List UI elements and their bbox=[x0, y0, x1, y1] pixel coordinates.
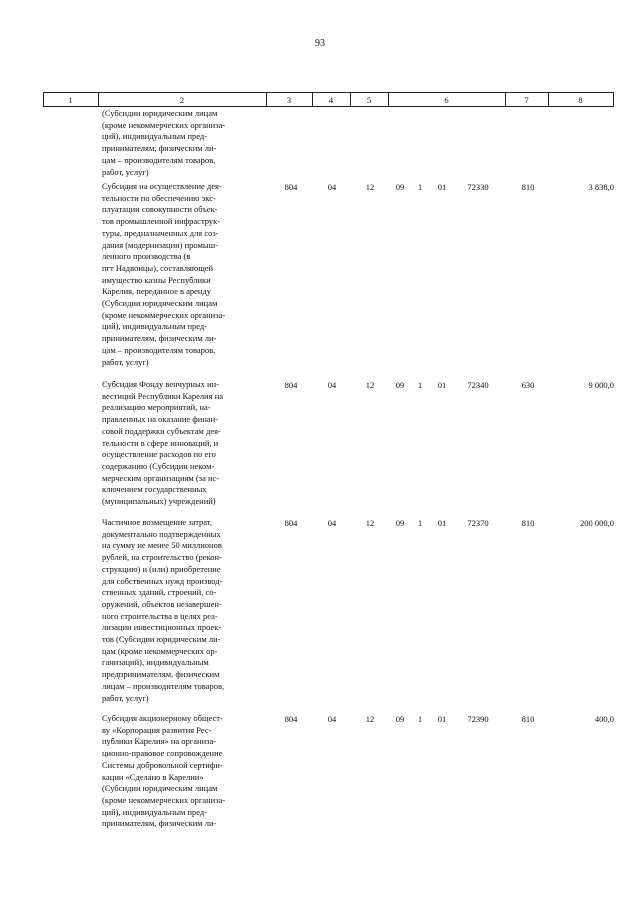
row-col-6-event: 01 bbox=[437, 380, 447, 390]
row-col-3: 804 bbox=[284, 380, 298, 390]
row-col-8: 200 000,0 bbox=[580, 518, 614, 528]
header-top-rule bbox=[43, 92, 614, 93]
continuation-description: (Субсидии юридическим лицам (кроме некоммерческих организа- ций), индивидуальным пред- принимателям, физическим ли- цам – производителям товаров, работ, услуг) bbox=[102, 108, 226, 177]
row-col-6-subprogram: 1 bbox=[417, 380, 423, 390]
row-col-6-event: 01 bbox=[437, 182, 447, 192]
header-col-7: 7 bbox=[524, 95, 529, 105]
row-description: Субсидия на осуществление дея- тельности по обеспечению экс- плуатации совокупности объек- тов промышленной инфраструк- туры, предназначенных для соз- дания (модернизации) промыш- ленного производства (в пгт Надвоицы), составляющей имущество казны Республики Карелия, переданное в аренду (Субсидии юридическим лицам (кроме некоммерческих организа- ций), индивидуальным пред- принимателям, физическим ли- цам – производителям товаров, работ, услуг) bbox=[102, 181, 226, 367]
row-col-4: 04 bbox=[327, 714, 337, 724]
header-col-2: 2 bbox=[179, 95, 185, 105]
row-col-5: 12 bbox=[365, 380, 375, 390]
row-col-6-subprogram: 1 bbox=[417, 518, 423, 528]
row-col-6-subprogram: 1 bbox=[417, 714, 423, 724]
header-col-3: 3 bbox=[286, 95, 292, 105]
row-col-3: 804 bbox=[284, 182, 298, 192]
row-description: Частичное возмещение затрат, документально подтвержденных на сумму не менее 50 миллионов рублей, на строительство (рекон- струкцию) и (или) приобретение для собственных нужд производ- ственных зданий, строений, со- оружений, объектов незавершен- ного строительства в целях реа- лизации инвестиционных проек- тов (Субсидии юридическим ли- цам (кроме некоммерческих ор- ганизаций), индивидуальным предпринимателям, физическим лицам – производителям товаров, работ, услуг) bbox=[102, 517, 225, 703]
row-col-4: 04 bbox=[327, 182, 337, 192]
row-description: Субсидия Фонду венчурных ин- вестиций Республики Карелия на реализацию мероприятий, на- правленных на оказание финан- совой поддержки субъектам дея- тельности в сфере инноваций, и осуществление расходов по его содержанию (Субсидии неком- мерческим организациям (за ис- ключением государственных (муниципальных) учреждений) bbox=[102, 379, 224, 507]
row-col-6-code: 72330 bbox=[467, 182, 489, 192]
row-col-6-subprogram: 1 bbox=[417, 182, 423, 192]
row-col-7: 810 bbox=[521, 714, 535, 724]
header-col-8: 8 bbox=[578, 95, 583, 105]
header-col-6: 6 bbox=[444, 95, 449, 105]
header-col-4: 4 bbox=[328, 95, 334, 105]
row-col-3: 804 bbox=[284, 518, 298, 528]
row-col-6-code: 72370 bbox=[467, 518, 489, 528]
row-col-4: 04 bbox=[327, 380, 337, 390]
header-bottom-rule bbox=[43, 106, 614, 107]
row-col-7: 630 bbox=[521, 380, 535, 390]
row-col-6-event: 01 bbox=[437, 518, 447, 528]
row-col-4: 04 bbox=[327, 518, 337, 528]
row-col-7: 810 bbox=[521, 518, 535, 528]
header-col-1: 1 bbox=[68, 95, 73, 105]
row-col-8: 400,0 bbox=[594, 714, 614, 724]
row-col-5: 12 bbox=[365, 518, 375, 528]
row-col-5: 12 bbox=[365, 714, 375, 724]
row-description: Субсидия акционерному общест- ву «Корпорация развития Рес- публики Карелия» на организа- ционно-правовое сопровождение Системы добровольной сертифи- кации «Сделано в Карелии» (Субсидии юридическим лицам (кроме некоммерческих организа- ций), индивидуальным пред- принимателям, физическим ли- bbox=[102, 713, 226, 829]
row-col-6-program: 09 bbox=[395, 380, 405, 390]
row-col-5: 12 bbox=[365, 182, 375, 192]
row-col-3: 804 bbox=[284, 714, 298, 724]
header-col-5: 5 bbox=[366, 95, 372, 105]
row-col-6-code: 72390 bbox=[467, 714, 489, 724]
row-col-6-event: 01 bbox=[437, 714, 447, 724]
header-divider bbox=[613, 92, 614, 106]
page-number: 93 bbox=[315, 38, 325, 49]
row-col-8: 3 838,0 bbox=[588, 182, 614, 192]
row-col-6-program: 09 bbox=[395, 518, 405, 528]
row-col-6-program: 09 bbox=[395, 182, 405, 192]
row-col-7: 810 bbox=[521, 182, 535, 192]
row-col-6-code: 72340 bbox=[467, 380, 489, 390]
row-col-6-program: 09 bbox=[395, 714, 405, 724]
row-col-8: 9 000,0 bbox=[588, 380, 614, 390]
